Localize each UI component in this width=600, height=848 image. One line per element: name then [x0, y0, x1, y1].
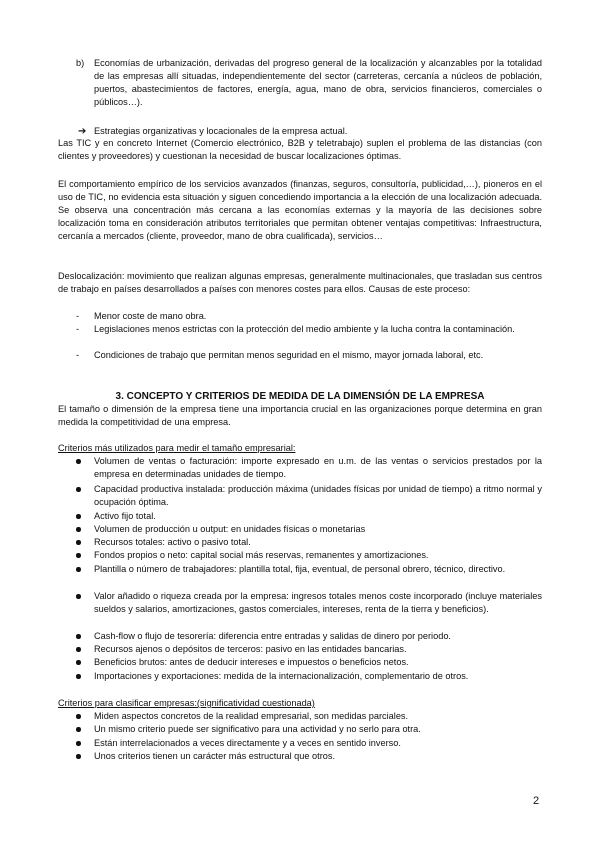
comportamiento-paragraph: El comportamiento empírico de los servicios avanzados (finanzas, seguros, consultoría, publicidad,…), pioneros en el uso de TIC, no evidencia esta situación y siguen concediendo importancia a la elección de una localización adecuada. Se observa una concentración más cercana a las economías externas y la mayoría de las decisiones sobre localización toma en consideración atributos territoriales que permitan obtener ventajas competitivas: Infraestructura, cercanía a mercados (cliente, proveedor, mano de obra cualificada), servicios… — [58, 179, 542, 241]
criteria-item — [76, 455, 542, 481]
cause-item — [76, 310, 542, 323]
criteria-item — [76, 590, 542, 616]
cause-item — [76, 349, 542, 362]
estrategias-title: Estrategias organizativas y locacionales de la empresa actual. — [94, 126, 348, 136]
section-intro: El tamaño o dimensión de la empresa tiene una importancia crucial en las organizaciones porque determina en gran medida la competitividad de una empresa. — [58, 404, 542, 427]
dash-marker: - — [76, 311, 80, 321]
bullet-icon — [76, 487, 81, 492]
bullet-icon — [76, 527, 81, 532]
cause-text: Legislaciones menos estrictas con la protección del medio ambiente y la lucha contra la contaminación. — [94, 324, 515, 334]
bullet-icon — [76, 674, 81, 679]
criteria-text: Volumen de ventas o facturación: importe expresado en u.m. de las ventas o servicios prestados por la empresa en determinadas unidades de tiempo. — [94, 456, 542, 479]
classify-item — [76, 723, 542, 736]
bullet-icon — [76, 459, 81, 464]
criteria-item — [76, 563, 542, 576]
bullet-icon — [76, 741, 81, 746]
dash-marker: - — [76, 324, 80, 334]
cause-text: Condiciones de trabajo que permitan menos seguridad en el mismo, mayor jornada laboral, etc. — [94, 350, 484, 360]
bullet-icon — [76, 594, 81, 599]
criteria-text: Volumen de producción u output: en unidades físicas o monetarias — [94, 524, 366, 534]
bullet-icon — [76, 647, 81, 652]
arrow-icon: ➔ — [78, 126, 87, 137]
classify-title: Criterios para clasificar empresas:(significatividad cuestionada) — [58, 698, 315, 708]
classify-item — [76, 710, 542, 723]
list-marker-b: b) — [76, 58, 85, 68]
list-item-b-text: Economías de urbanización, derivadas del progreso general de la localización y alcanzables por la totalidad de las empresas allí situadas, independientemente del sector (carreteras, cercanía a núcleos de población, puertos, abastecimientos de factores, energía, agua, mano de obra, servicios financieros, comerciales o públicos…). — [94, 58, 542, 107]
criteria-item — [76, 656, 542, 669]
estrategias-paragraph: Las TIC y en concreto Internet (Comercio electrónico, B2B y teletrabajo) suplen el problema de las distancias (con clientes y proveedores) y cuestionan la necesidad de buscar localizaciones óptimas. — [58, 138, 542, 161]
criteria-text: Importaciones y exportaciones: medida de la internacionalización, complementario de otros. — [94, 671, 469, 681]
criteria-text: Valor añadido o riqueza creada por la empresa: ingresos totales menos coste incorporado (incluye materiales sueldos y salarios, amortizaciones, gastos comerciales, intereses, renta de la tierra y beneficios). — [94, 591, 542, 614]
cause-text: Menor coste de mano obra. — [94, 311, 207, 321]
criteria-item — [76, 643, 542, 656]
criteria-text: Activo fijo total. — [94, 511, 156, 521]
criteria-text: Beneficios brutos: antes de deducir intereses e impuestos o beneficios netos. — [94, 657, 409, 667]
dash-marker: - — [76, 350, 80, 360]
criteria-item — [76, 536, 542, 549]
criteria-item — [76, 510, 542, 523]
list-item-b — [76, 57, 542, 109]
criteria-item — [76, 670, 542, 683]
classify-text: Unos criterios tienen un carácter más estructural que otros. — [94, 751, 336, 761]
bullet-icon — [76, 634, 81, 639]
criteria-text: Fondos propios o neto: capital social más reservas, remanentes y amortizaciones. — [94, 550, 429, 560]
criteria-text: Cash-flow o flujo de tesorería: diferencia entre entradas y salidas de dinero por periodo. — [94, 631, 451, 641]
criteria-title: Criterios más utilizados para medir el tamaño empresarial: — [58, 443, 296, 453]
bullet-icon — [76, 714, 81, 719]
bullet-icon — [76, 727, 81, 732]
criteria-item — [76, 523, 542, 536]
section-heading: 3. CONCEPTO Y CRITERIOS DE MEDIDA DE LA DIMENSIÓN DE LA EMPRESA — [115, 391, 485, 402]
bullet-icon — [76, 540, 81, 545]
deslocalizacion-paragraph: Deslocalización: movimiento que realizan algunas empresas, generalmente multinacionales, que trasladan sus centros de trabajo en países desarrollados a países con menores costes para ellos. Causas de este proceso: — [58, 271, 542, 294]
bullet-icon — [76, 514, 81, 519]
criteria-item — [76, 483, 542, 509]
classify-text: Miden aspectos concretos de la realidad empresarial, son medidas parciales. — [94, 711, 409, 721]
criteria-item — [76, 549, 542, 562]
bullet-icon — [76, 553, 81, 558]
bullet-icon — [76, 567, 81, 572]
criteria-text: Capacidad productiva instalada: producción máxima (unidades físicas por unidad de tiempo) a ritmo normal y ocupación óptima. — [94, 484, 542, 507]
bullet-icon — [76, 754, 81, 759]
criteria-text: Plantilla o número de trabajadores: plantilla total, fija, eventual, de personal obrero, técnico, directivo. — [94, 564, 506, 574]
classify-text: Están interrelacionados a veces directamente y a veces en sentido inverso. — [94, 738, 401, 748]
classify-text: Un mismo criterio puede ser significativo para una actividad y no serlo para otra. — [94, 724, 421, 734]
page-number: 2 — [533, 795, 540, 807]
criteria-item — [76, 630, 542, 643]
criteria-text: Recursos ajenos o depósitos de terceros: pasivo en las entidades bancarias. — [94, 644, 407, 654]
bullet-icon — [76, 660, 81, 665]
classify-item — [76, 737, 542, 750]
classify-item — [76, 750, 542, 763]
criteria-text: Recursos totales: activo o pasivo total. — [94, 537, 251, 547]
cause-item — [76, 323, 542, 336]
